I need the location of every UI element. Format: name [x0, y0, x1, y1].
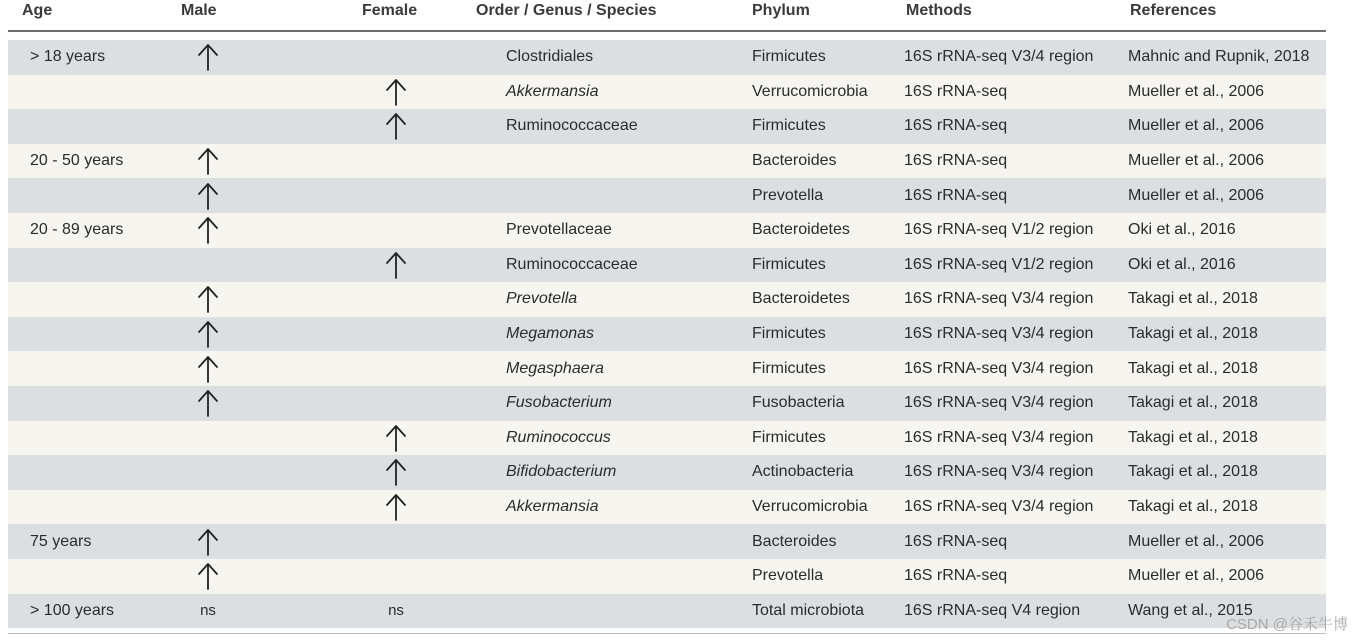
header-age: Age [22, 2, 53, 19]
female-cell [382, 213, 410, 248]
female-cell [382, 75, 410, 110]
reference-cell: Wang et al., 2015 [1128, 601, 1253, 619]
header-male: Male [181, 2, 217, 19]
reference-cell: Takagi et al., 2018 [1128, 290, 1258, 308]
table-row [8, 524, 1326, 559]
method-cell: 16S rRNA-seq [904, 82, 1008, 100]
female-cell [382, 421, 410, 456]
up-arrow-icon [197, 285, 219, 313]
taxon-cell: Megasphaera [506, 359, 604, 377]
female-cell [382, 490, 410, 525]
female-cell [382, 594, 410, 629]
phylum-cell: Bacteroidetes [752, 290, 850, 308]
reference-cell: Mueller et al., 2006 [1128, 82, 1265, 100]
female-cell [382, 351, 410, 386]
reference-cell: Mahnic and Rupnik, 2018 [1128, 48, 1310, 66]
age-cell: 75 years [30, 532, 92, 550]
method-cell: 16S rRNA-seq V3/4 region [904, 498, 1094, 516]
female-cell [382, 524, 410, 559]
up-arrow-icon [197, 389, 219, 417]
male-cell [194, 351, 222, 386]
method-cell: 16S rRNA-seq V3/4 region [904, 463, 1094, 481]
phylum-cell: Verrucomicrobia [752, 498, 868, 516]
phylum-cell: Prevotella [752, 186, 824, 204]
up-arrow-icon [385, 78, 407, 106]
table-row [8, 213, 1326, 248]
up-arrow-icon [385, 424, 407, 452]
up-arrow-icon [197, 147, 219, 175]
taxon-cell: Clostridiales [506, 48, 594, 66]
phylum-cell: Fusobacteria [752, 394, 845, 412]
taxon-cell: Akkermansia [506, 82, 599, 100]
table-row [8, 317, 1326, 352]
female-cell [382, 178, 410, 213]
male-cell [194, 213, 222, 248]
reference-cell: Takagi et al., 2018 [1128, 428, 1258, 446]
male-cell [194, 386, 222, 421]
male-cell [194, 421, 222, 456]
up-arrow-icon [385, 493, 407, 521]
footer-rule [8, 633, 1326, 634]
reference-cell: Takagi et al., 2018 [1128, 463, 1258, 481]
method-cell: 16S rRNA-seq [904, 186, 1008, 204]
age-cell: 20 - 89 years [30, 221, 124, 239]
method-cell: 16S rRNA-seq V4 region [904, 601, 1081, 619]
up-arrow-icon [197, 43, 219, 71]
male-cell [194, 524, 222, 559]
phylum-cell: Firmicutes [752, 117, 826, 135]
header-phylum: Phylum [752, 2, 810, 19]
taxon-cell: Bifidobacterium [506, 463, 617, 481]
header-references: References [1130, 2, 1217, 19]
female-cell [382, 40, 410, 75]
header-female: Female [362, 2, 418, 19]
reference-cell: Takagi et al., 2018 [1128, 359, 1258, 377]
age-cell: 20 - 50 years [30, 152, 124, 170]
up-arrow-icon [197, 182, 219, 210]
phylum-cell: Bacteroides [752, 532, 837, 550]
female-cell [382, 109, 410, 144]
method-cell: 16S rRNA-seq V3/4 region [904, 394, 1094, 412]
taxon-cell: Megamonas [506, 325, 595, 343]
phylum-cell: Firmicutes [752, 255, 826, 273]
table-row [8, 109, 1326, 144]
male-cell [194, 490, 222, 525]
male-cell [194, 594, 222, 629]
male-cell-text: ns [200, 602, 216, 620]
female-cell [382, 455, 410, 490]
table-row [8, 559, 1326, 594]
phylum-cell: Firmicutes [752, 428, 826, 446]
phylum-cell: Firmicutes [752, 48, 826, 66]
female-cell [382, 248, 410, 283]
up-arrow-icon [197, 320, 219, 348]
reference-cell: Mueller et al., 2006 [1128, 532, 1265, 550]
method-cell: 16S rRNA-seq V1/2 region [904, 255, 1094, 273]
up-arrow-icon [197, 355, 219, 383]
method-cell: 16S rRNA-seq [904, 567, 1008, 585]
table-row [8, 594, 1326, 629]
phylum-cell: Firmicutes [752, 325, 826, 343]
reference-cell: Takagi et al., 2018 [1128, 394, 1258, 412]
table-row [8, 248, 1326, 283]
up-arrow-icon [385, 251, 407, 279]
age-cell: > 100 years [30, 601, 115, 619]
header-methods: Methods [906, 2, 972, 19]
reference-cell: Oki et al., 2016 [1128, 221, 1236, 239]
watermark: CSDN @谷禾牛博 [1226, 616, 1348, 633]
table-row [8, 455, 1326, 490]
table-row [8, 282, 1326, 317]
method-cell: 16S rRNA-seq V3/4 region [904, 325, 1094, 343]
female-cell [382, 386, 410, 421]
table-row [8, 144, 1326, 179]
phylum-cell: Total microbiota [752, 601, 865, 619]
reference-cell: Takagi et al., 2018 [1128, 498, 1258, 516]
table-body [8, 40, 1326, 628]
method-cell: 16S rRNA-seq [904, 532, 1008, 550]
taxon-cell: Prevotellaceae [506, 221, 612, 239]
phylum-cell: Actinobacteria [752, 463, 854, 481]
male-cell [194, 455, 222, 490]
table-row [8, 351, 1326, 386]
reference-cell: Oki et al., 2016 [1128, 255, 1236, 273]
reference-cell: Mueller et al., 2006 [1128, 567, 1265, 585]
male-cell [194, 75, 222, 110]
male-cell [194, 559, 222, 594]
taxon-cell: Prevotella [506, 290, 578, 308]
table-row [8, 178, 1326, 213]
up-arrow-icon [197, 216, 219, 244]
female-cell [382, 559, 410, 594]
method-cell: 16S rRNA-seq V3/4 region [904, 290, 1094, 308]
phylum-cell: Bacteroidetes [752, 221, 850, 239]
male-cell [194, 40, 222, 75]
taxon-cell: Ruminococcaceae [506, 255, 638, 273]
male-cell [194, 109, 222, 144]
phylum-cell: Verrucomicrobia [752, 82, 868, 100]
table-row [8, 421, 1326, 456]
female-cell [382, 144, 410, 179]
male-cell [194, 317, 222, 352]
up-arrow-icon [385, 112, 407, 140]
male-cell [194, 248, 222, 283]
method-cell: 16S rRNA-seq V1/2 region [904, 221, 1094, 239]
reference-cell: Takagi et al., 2018 [1128, 325, 1258, 343]
reference-cell: Mueller et al., 2006 [1128, 186, 1265, 204]
method-cell: 16S rRNA-seq [904, 117, 1008, 135]
up-arrow-icon [197, 562, 219, 590]
method-cell: 16S rRNA-seq V3/4 region [904, 359, 1094, 377]
table-row [8, 490, 1326, 525]
table-header [0, 0, 1360, 30]
female-cell [382, 317, 410, 352]
method-cell: 16S rRNA-seq [904, 152, 1008, 170]
female-cell [382, 282, 410, 317]
method-cell: 16S rRNA-seq V3/4 region [904, 48, 1094, 66]
taxon-cell: Fusobacterium [506, 394, 612, 412]
phylum-cell: Prevotella [752, 567, 824, 585]
up-arrow-icon [197, 528, 219, 556]
header-taxon: Order / Genus / Species [476, 2, 657, 19]
method-cell: 16S rRNA-seq V3/4 region [904, 428, 1094, 446]
phylum-cell: Bacteroides [752, 152, 837, 170]
age-cell: > 18 years [30, 48, 106, 66]
taxon-cell: Ruminococcus [506, 428, 611, 446]
taxon-cell: Akkermansia [506, 498, 599, 516]
male-cell [194, 178, 222, 213]
phylum-cell: Firmicutes [752, 359, 826, 377]
taxon-cell: Ruminococcaceae [506, 117, 638, 135]
header-rule [8, 30, 1326, 32]
male-cell [194, 144, 222, 179]
female-cell-text: ns [388, 602, 404, 620]
table-row [8, 386, 1326, 421]
reference-cell: Mueller et al., 2006 [1128, 152, 1265, 170]
table-row [8, 75, 1326, 110]
reference-cell: Mueller et al., 2006 [1128, 117, 1265, 135]
table-row [8, 40, 1326, 75]
male-cell [194, 282, 222, 317]
up-arrow-icon [385, 458, 407, 486]
